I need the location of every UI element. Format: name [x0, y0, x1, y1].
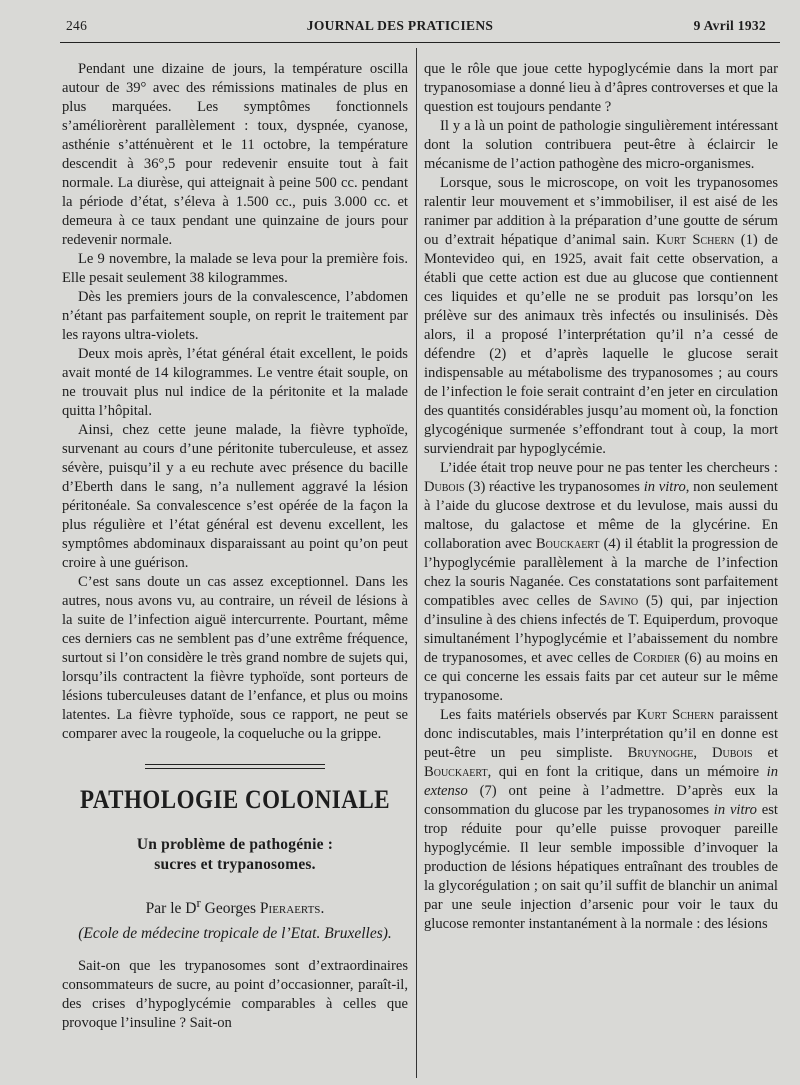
issue-date: 9 Avril 1932	[693, 18, 766, 33]
author-name: Bouckaert	[424, 764, 488, 780]
paragraph: Le 9 novembre, la malade se leva pour la première fois. Elle pesait seulement 38 kilogrammes.	[62, 251, 408, 286]
author-name: Dubois	[424, 479, 465, 495]
paragraph: Ainsi, chez cette jeune malade, la fièvre typhoïde, survenant au cours d’une péritonite tuberculeuse, et assez sévère, puisqu’il y a eu rechute avec présence du bacille d’Eberth dans le sang, n’a nullement aggravé la lésion péritonéale. Sa convalescence s’est opérée de la façon la plus régulière et l’état général est devenu excellent, les symptômes abdominaux disparaissant au point qu’on peut croire à une guérison.	[62, 422, 408, 571]
paragraph: Il y a là un point de pathologie singulièrement intéressant dont la solution contribuera peut-être à éclaircir le mécanisme de l’action pathogène des micro-organismes.	[424, 118, 778, 172]
section-separator	[145, 764, 325, 769]
author-name: Kurt Schern	[636, 707, 715, 723]
paragraph: Les faits matériels observés par Kurt Schern paraissent donc indiscutables, mais l’interprétation qu’il en donne est peut-être un peu simpliste. Bruynoghe, Dubois et Bouckaert, qui en font la critique, dans un mémoire in extenso (7) ont peine à l’admettre. D’après eux la consommation du glucose par les trypanosomes in vitro est trop réduite pour qu’elle puisse provoquer pareille hypoglycémie. Il leur semble impossible d’invoquer la production de lésions hépatiques entraînant des troubles de la glycorégulation ; on sait qu’il suffit de blanchir un animal par une seule injection d’arsenic pour voir le taux du glucose remonter instantanément à la normale : des lésions	[424, 707, 779, 932]
author-name: Savino	[599, 593, 639, 609]
author-name: Bruynoghe	[627, 745, 694, 761]
column-divider	[416, 48, 417, 1078]
paragraph: Deux mois après, l’état général était excellent, le poids avait monté de 14 kilogrammes. Le ventre était souple, on ne trouvait plus nul indice de la péritonite et la malade quitta l’hôpital.	[62, 346, 408, 419]
intro-paragraph: Sait-on que les trypanosomes sont d’extraordinaires consommateurs de sucre, au point d’occasionner, paraît-il, des crises d’hypoglycémie comparables à celles que provoque l’insuline ? Sait-on	[62, 958, 408, 1032]
paragraph: L’idée était trop neuve pour ne pas tenter les chercheurs : Dubois (3) réactive les trypanosomes in vitro, non seulement à l’aide du glucose dextrose et du levulose, mais aussi du maltose, du galactose et même de la glycérine. En collaboration avec Bouckaert (4) il établit la progression de l’hypoglycémie parallèlement à la marche de l’infection chez la souris Naganée. Ces constatations sont parfaitement compatibles avec celles de Savino (5) qui, par injection d’insuline à des chiens infectés de T. Equiperdum, provoque simultanément l’hypoglycémie et l’abaissement du nombre de trypanosomes, et avec celles de Cordier (6) au moins en ce qui concerne les essais faits par cet auteur sur le même trypanosome.	[424, 460, 778, 704]
page-header	[0, 14, 800, 38]
section-title: PATHOLOGIE COLONIALE	[79, 785, 391, 814]
right-column	[424, 60, 778, 934]
page-number: 246	[66, 18, 88, 33]
journal-title: JOURNAL DES PRATICIENS	[306, 18, 494, 33]
author-name: Dubois	[712, 745, 753, 761]
article-title: Un problème de pathogénie : sucres et trypanosomes.	[136, 836, 334, 873]
author-affiliation: (Ecole de médecine tropicale de l’Etat. Bruxelles).	[78, 925, 392, 943]
paragraph: Pendant une dizaine de jours, la température oscilla autour de 39° avec des rémissions matinales de plus en plus marquées. Les symptômes fonctionnels s’améliorèrent parallèlement : toux, dyspnée, cyanose, asthénie s’atténuèrent et le 11 octobre, la température descendit à 36°,5 pour redevenir ensuite tout à fait normale. La diurèse, qui atteignait à peine 500 cc. pendant la période d’état, s’éleva à 1.500 cc., puis 3.000 cc. et demeura à ce taux pendant une quinzaine de jours pour redevenir normale.	[62, 61, 408, 248]
header-rule	[60, 42, 780, 43]
author-name: Cordier	[633, 650, 681, 666]
byline: Par le $D^r$ Georges Pieraerts.	[145, 895, 325, 918]
paragraph: que le rôle que joue cette hypoglycémie dans la mort par trypanosomiase a donné lieu à d’âpres controverses et que la question est toujours pendante ?	[424, 61, 778, 115]
paragraph: Lorsque, sous le microscope, on voit les trypanosomes ralentir leur mouvement et s’immobiliser, il est aisé de les ranimer par addition à la préparation d’une goutte de sérum ou d’extrait hépatique d’animal sain. Kurt Schern (1) de Montevideo qui, en 1925, avait fait cette observation, a établi que cette action est due au glucose que contiennent ces liquides et qu’elle ne se produit pas lorsqu’on les prélève sur des animaux très infectés ou insulinisés. Dès alors, il a proposé l’interprétation qu’il n’a cessé de défendre (2) et d’après laquelle le glucose serait indispensable au métabolisme des trypanosomes ; au cours de l’infection le foie serait contraint d’en jeter en circulation des quantités considérables jusqu’au moment où, la fonction glycogénique surmenée s’effondrant tout à coup, la mort surviendrait par hypoglycémie.	[424, 175, 778, 457]
paragraph: Dès les premiers jours de la convalescence, l’abdomen n’étant pas parfaitement souple, on reprit le traitement par les rayons ultra-violets.	[62, 289, 408, 343]
author-name: Bouckaert	[535, 536, 600, 552]
author-name: Kurt Schern	[655, 232, 735, 248]
left-column	[62, 60, 408, 1033]
paragraph: C’est sans doute un cas assez exceptionnel. Dans les autres, nous avons vu, au contraire, un réveil de lésions à la suite de l’infection aiguë intercurrente. Pourtant, même ces derniers cas ne semblent pas d’une extrême fréquence, surtout si l’on considère le très grand nombre de sujets qui, lorsqu’ils contractent la fièvre typhoïde, sont porteurs de lésions tuberculeuses datant de l’enfance, et plus ou moins latentes. La fièvre typhoïde, sous ce rapport, ne peut se comparer avec la rougeole, la coqueluche ou la grippe.	[62, 574, 408, 742]
